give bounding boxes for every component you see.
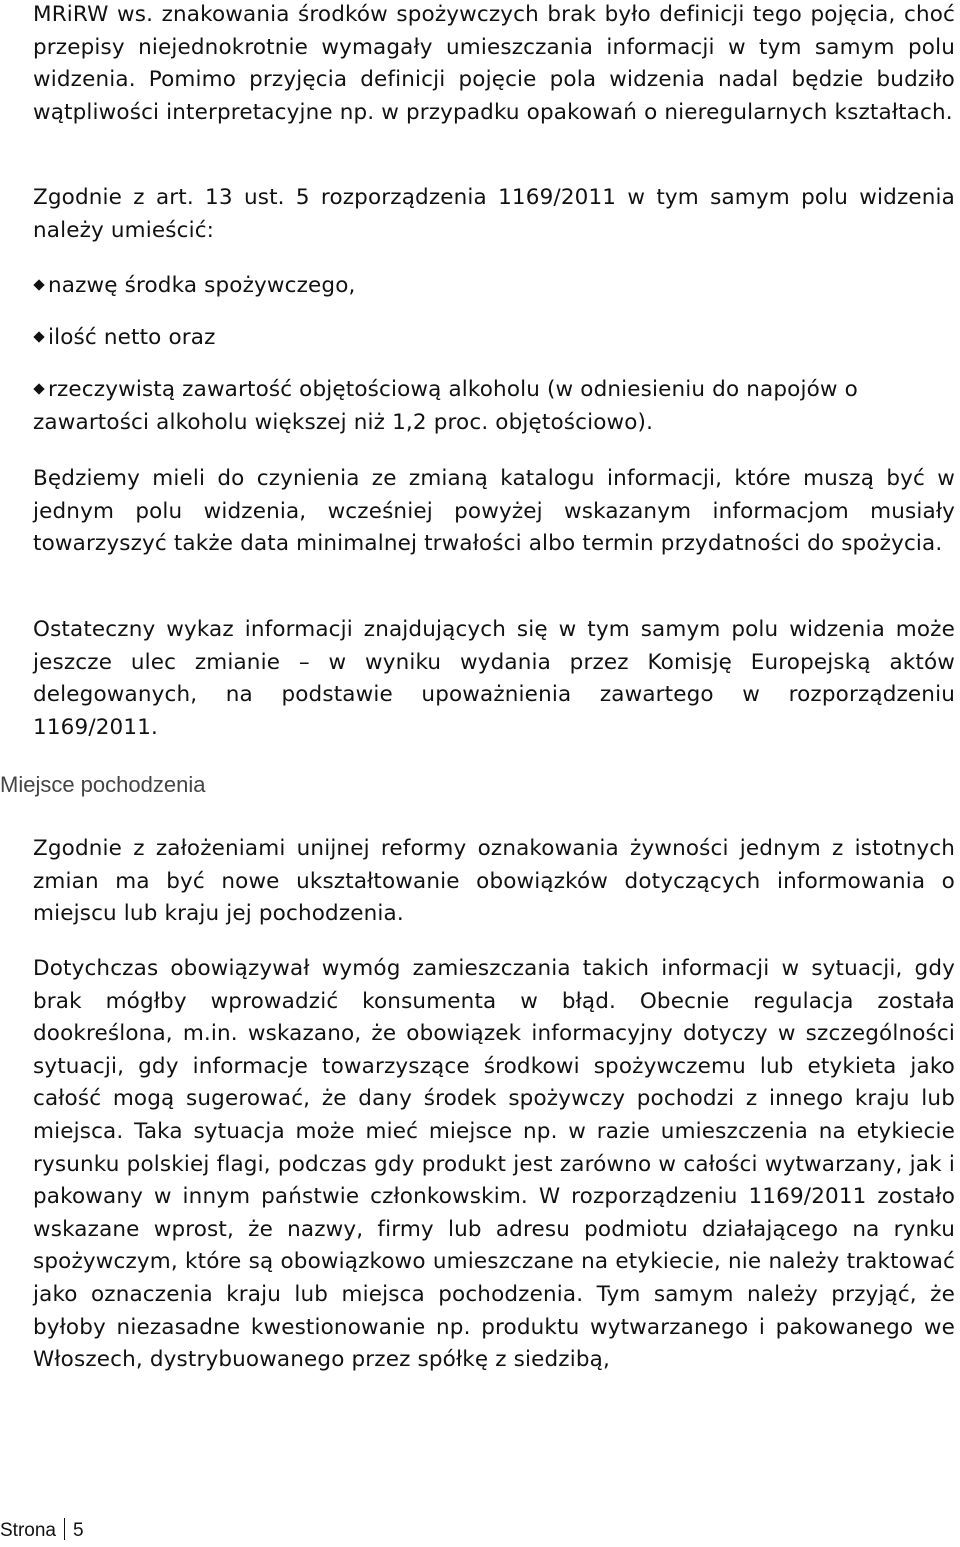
footer-label: Strona [0,1520,56,1541]
bullet-text: ilość netto oraz [48,325,216,350]
section-heading-origin: Miejsce pochodzenia [0,772,206,797]
bullet-item-alcohol-content [33,374,955,439]
diamond-bullet-icon [33,279,44,290]
paragraph-field-of-view-definition: MRiRW ws. znakowania środków spożywczych brak było definicji tego pojęcia, choć przepisy niejednokrotnie wymagały umieszczania informacji w tym samym polu widzenia. Pomimo przyjęcia definicji pojęcie pola widzenia nadal będzie budziło wątpliwości interpretacyjne np. w przypadku opakowań o nieregularnych kształtach. [33,2,955,125]
diamond-bullet-icon [33,331,44,342]
paragraph-article-13: Zgodnie z art. 13 ust. 5 rozporządzenia 1169/2011 w tym samym polu widzenia należy umieścić: [33,185,955,243]
bullet-item-food-name [33,270,356,303]
page-footer [0,1518,84,1542]
diamond-bullet-icon [33,383,44,394]
paragraph-catalog-change: Będziemy mieli do czynienia ze zmianą katalogu informacji, które muszą być w jednym polu widzenia, wcześniej powyżej wskazanym informacjom musiały towarzyszyć także data minimalnej trwałości albo termin przydatności do spożycia. [33,466,955,557]
paragraph-final-list: Ostateczny wykaz informacji znajdujących się w tym samym polu widzenia może jeszcze ulec zmianie – w wyniku wydania przez Komisję Europejską aktów delegowanych, na podstawie upoważnienia zawartego w rozporządzeniu 1169/2011. [33,617,955,740]
footer-divider [64,1518,65,1540]
bullet-text: nazwę środka spożywczego, [48,273,356,298]
paragraph-origin-details: Dotychczas obowiązywał wymóg zamieszczania takich informacji w sytuacji, gdy brak mógłby wprowadzić konsumenta w błąd. Obecnie regulacja została dookreślona, m.in. wskazano, że obowiązek informacyjny dotyczy w szczególności sytuacji, gdy informacje towarzyszące środkowi spożywczemu lub etykieta jako całość mogą sugerować, że dany środek spożywczy pochodzi z innego kraju lub miejsca. Taka sytuacja może mieć miejsce np. w razie umieszczenia na etykiecie rysunku polskiej flagi, podczas gdy produkt jest zarówno w całości wytwarzany, jak i pakowany w innym państwie członkowskim. W rozporządzeniu 1169/2011 zostało wskazane wprost, że nazwy, firmy lub adresu podmiotu działającego na rynku spożywczym, które są obowiązkowo umieszczane na etykiecie, nie należy traktować jako oznaczenia kraju lub miejsca pochodzenia. Tym samym należy przyjąć, że byłoby niezasadne kwestionowanie np. produktu wytwarzanego i pakowanego we Włoszech, dystrybuowanego przez spółkę z siedzibą, [33,956,955,1373]
bullet-text: rzeczywistą zawartość objętościową alkoholu (w odniesieniu do napojów o zawartości alkoholu większej niż 1,2 proc. objętościowo). [33,377,858,435]
paragraph-origin-reform: Zgodnie z założeniami unijnej reformy oznakowania żywności jednym z istotnych zmian ma być nowe ukształtowanie obowiązków dotyczących informowania o miejscu lub kraju jej pochodzenia. [33,836,955,927]
page-number: 5 [72,1520,84,1541]
bullet-item-net-quantity [33,322,216,355]
